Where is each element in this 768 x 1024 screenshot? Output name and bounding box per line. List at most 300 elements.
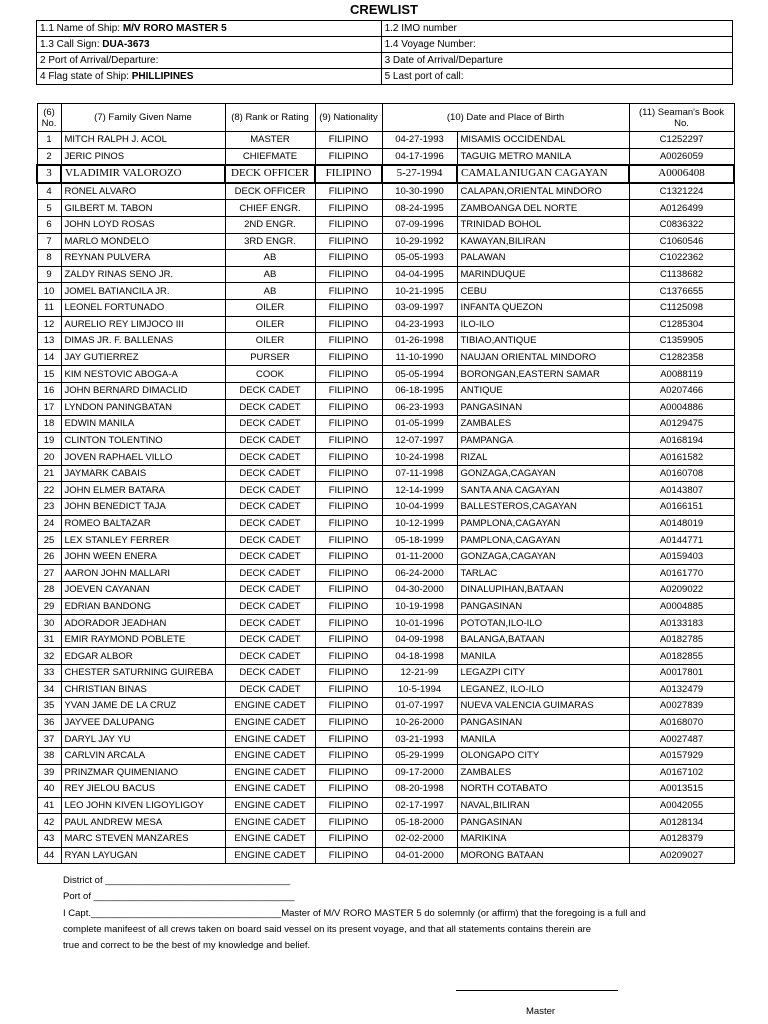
crew-rank: DECK CADET [225, 598, 315, 615]
crew-no: 24 [37, 515, 61, 532]
crew-birth-date: 04-27-1993 [382, 132, 457, 149]
crew-birth-place: GONZAGA,CAGAYAN [457, 465, 629, 482]
crew-name: KIM NESTOVIC ABOGA-A [61, 366, 225, 383]
crew-name: RONEL ALVARO [61, 183, 225, 200]
crew-name: AURELIO REY LIMJOCO III [61, 316, 225, 333]
crew-birth-date: 02-17-1997 [382, 797, 457, 814]
crew-no: 6 [37, 216, 61, 233]
crew-no: 23 [37, 499, 61, 516]
crew-name: JOMEL BATIANCILA JR. [61, 283, 225, 300]
crew-name: REYNAN PULVERA [61, 250, 225, 267]
crew-nationality: FILIPINO [315, 132, 382, 149]
crew-birth-place: INFANTA QUEZON [457, 299, 629, 316]
crew-nationality: FILIPINO [315, 648, 382, 665]
crew-nationality: FILIPINO [315, 598, 382, 615]
crew-book-no: C1321224 [629, 183, 734, 200]
crew-birth-date: 04-09-1998 [382, 631, 457, 648]
crew-no: 37 [37, 731, 61, 748]
table-row [37, 847, 734, 864]
crew-no: 40 [37, 781, 61, 798]
crew-nationality: FILIPINO [315, 299, 382, 316]
crew-name: AARON JOHN MALLARI [61, 565, 225, 582]
crew-birth-place: OLONGAPO CITY [457, 747, 629, 764]
crew-birth-place: NAUJAN ORIENTAL MINDORO [457, 349, 629, 366]
table-row [37, 299, 734, 316]
crew-book-no: A0013515 [629, 781, 734, 798]
crew-rank: DECK CADET [225, 681, 315, 698]
flag-state-cell: 4 Flag state of Ship: PHILLIPINES [37, 69, 382, 85]
crew-book-no: C0836322 [629, 216, 734, 233]
crew-book-no: A0004886 [629, 399, 734, 416]
crew-birth-date: 05-18-2000 [382, 814, 457, 831]
crew-name: JOHN ELMER BATARA [61, 482, 225, 499]
table-row [37, 582, 734, 599]
crew-birth-date: 08-20-1998 [382, 781, 457, 798]
table-row [37, 216, 734, 233]
crew-name: ZALDY RINAS SENO JR. [61, 266, 225, 283]
crew-birth-date: 10-29-1992 [382, 233, 457, 250]
crew-no: 33 [37, 665, 61, 682]
crew-birth-place: MISAMIS OCCIDENDAL [457, 132, 629, 149]
crew-book-no: A0148019 [629, 515, 734, 532]
crew-rank: ENGINE CADET [225, 797, 315, 814]
table-row [37, 631, 734, 648]
crew-book-no: A0027839 [629, 698, 734, 715]
crew-birth-place: TRINIDAD BOHOL [457, 216, 629, 233]
crew-birth-place: PAMPLONA,CAGAYAN [457, 532, 629, 549]
crew-rank: CHIEF ENGR. [225, 200, 315, 217]
crew-birth-date: 10-21-1995 [382, 283, 457, 300]
table-row [37, 698, 734, 715]
crew-name: JERIC PINOS [61, 148, 225, 165]
crew-no: 4 [37, 183, 61, 200]
crew-nationality: FILIPINO [315, 183, 382, 200]
table-row [37, 681, 734, 698]
crew-rank: AB [225, 283, 315, 300]
crew-birth-date: 11-10-1990 [382, 349, 457, 366]
crew-book-no: A0159403 [629, 548, 734, 565]
crew-nationality: FILIPINO [315, 449, 382, 466]
crew-birth-date: 10-19-1998 [382, 598, 457, 615]
crew-no: 16 [37, 382, 61, 399]
table-row [37, 465, 734, 482]
crew-name: MITCH RALPH J. ACOL [61, 132, 225, 149]
crew-name: JOVEN RAPHAEL VILLO [61, 449, 225, 466]
crew-book-no: A0160708 [629, 465, 734, 482]
crew-name: YVAN JAME DE LA CRUZ [61, 698, 225, 715]
crew-name: MARLO MONDELO [61, 233, 225, 250]
crew-rank: ENGINE CADET [225, 698, 315, 715]
table-row [37, 250, 734, 267]
crew-name: PRINZMAR QUIMENIANO [61, 764, 225, 781]
table-row [37, 764, 734, 781]
crew-no: 12 [37, 316, 61, 333]
crew-name: LEX STANLEY FERRER [61, 532, 225, 549]
table-row [37, 548, 734, 565]
crew-nationality: FILIPINO [315, 399, 382, 416]
crew-birth-place: KAWAYAN,BILIRAN [457, 233, 629, 250]
crew-no: 35 [37, 698, 61, 715]
crew-birth-place: ZAMBALES [457, 416, 629, 433]
crew-name: JAYMARK CABAIS [61, 465, 225, 482]
crew-birth-place: LEGAZPI CITY [457, 665, 629, 682]
crew-name: ADORADOR JEADHAN [61, 615, 225, 632]
crew-book-no: A0166151 [629, 499, 734, 516]
crew-birth-date: 04-01-2000 [382, 847, 457, 864]
crew-rank: PURSER [225, 349, 315, 366]
crew-name: GILBERT M. TABON [61, 200, 225, 217]
crew-no: 26 [37, 548, 61, 565]
crew-birth-date: 04-30-2000 [382, 582, 457, 599]
crew-nationality: FILIPINO [315, 548, 382, 565]
crew-no: 2 [37, 148, 61, 165]
crew-nationality: FILIPINO [315, 148, 382, 165]
crew-birth-place: CALAPAN,ORIENTAL MINDORO [457, 183, 629, 200]
crew-no: 43 [37, 830, 61, 847]
crew-birth-place: TARLAC [457, 565, 629, 582]
crew-birth-place: GONZAGA,CAGAYAN [457, 548, 629, 565]
crew-name: JOHN LOYD ROSAS [61, 216, 225, 233]
crew-birth-date: 09-17-2000 [382, 764, 457, 781]
crew-no: 36 [37, 714, 61, 731]
crew-nationality: FILIPINO [315, 830, 382, 847]
crew-birth-place: PALAWAN [457, 250, 629, 267]
crew-book-no: A0161582 [629, 449, 734, 466]
crew-table [36, 103, 735, 864]
table-row [37, 366, 734, 383]
crew-no: 29 [37, 598, 61, 615]
table-row [37, 432, 734, 449]
crew-birth-date: 06-18-1995 [382, 382, 457, 399]
crew-rank: DECK CADET [225, 399, 315, 416]
crew-book-no: A0004885 [629, 598, 734, 615]
crew-birth-place: MANILA [457, 731, 629, 748]
crew-book-no: C1125098 [629, 299, 734, 316]
oath-line-2: complete manifeest of all crews taken on board said vessel on its present voyage, and that all statements contains therein are [63, 924, 592, 935]
crew-birth-date: 06-23-1993 [382, 399, 457, 416]
header-book: (11) Seaman's Book No. [629, 104, 734, 132]
crew-birth-date: 12-14-1999 [382, 482, 457, 499]
header-rank: (8) Rank or Rating [225, 104, 315, 132]
crew-no: 20 [37, 449, 61, 466]
crew-no: 8 [37, 250, 61, 267]
crew-no: 19 [37, 432, 61, 449]
table-row [37, 165, 734, 183]
crew-book-no: A0207466 [629, 382, 734, 399]
crew-no: 10 [37, 283, 61, 300]
table-row [37, 665, 734, 682]
crew-birth-date: 04-17-1996 [382, 148, 457, 165]
crew-book-no: C1138682 [629, 266, 734, 283]
crew-rank: DECK CADET [225, 382, 315, 399]
crew-rank: DECK OFFICER [225, 165, 315, 183]
crew-nationality: FILIPINO [315, 432, 382, 449]
crew-nationality: FILIPINO [315, 200, 382, 217]
call-sign-cell: 1.3 Call Sign: DUA-3673 [37, 37, 382, 53]
crew-birth-date: 10-30-1990 [382, 183, 457, 200]
crew-book-no: A0126499 [629, 200, 734, 217]
crew-name: JOHN WEEN ENERA [61, 548, 225, 565]
crew-name: EDRIAN BANDONG [61, 598, 225, 615]
master-label: Master [526, 1006, 556, 1017]
header-name: (7) Family Given Name [61, 104, 225, 132]
crew-rank: DECK CADET [225, 565, 315, 582]
crew-book-no: A0133183 [629, 615, 734, 632]
crew-book-no: A0209022 [629, 582, 734, 599]
table-row [37, 598, 734, 615]
table-row [37, 132, 734, 149]
crew-name: DARYL JAY YU [61, 731, 225, 748]
port-line: Port of ______________________________________ [63, 891, 295, 902]
crew-book-no: A0157929 [629, 747, 734, 764]
crew-birth-date: 10-12-1999 [382, 515, 457, 532]
table-row [37, 233, 734, 250]
table-row [37, 830, 734, 847]
table-row [37, 266, 734, 283]
crew-rank: DECK CADET [225, 582, 315, 599]
crew-birth-place: ZAMBALES [457, 764, 629, 781]
crew-nationality: FILIPINO [315, 814, 382, 831]
crew-rank: ENGINE CADET [225, 714, 315, 731]
crew-book-no: A0026059 [629, 148, 734, 165]
table-row [37, 333, 734, 350]
header-birth: (10) Date and Place of Birth [382, 104, 629, 132]
table-row [37, 482, 734, 499]
crew-no: 22 [37, 482, 61, 499]
crew-nationality: FILIPINO [315, 615, 382, 632]
crew-rank: ENGINE CADET [225, 847, 315, 864]
crew-nationality: FILIPINO [315, 714, 382, 731]
crew-birth-place: SANTA ANA CAGAYAN [457, 482, 629, 499]
crew-book-no: C1376655 [629, 283, 734, 300]
crew-no: 41 [37, 797, 61, 814]
crew-birth-date: 01-26-1998 [382, 333, 457, 350]
last-port-cell: 5 Last port of call: [381, 69, 732, 85]
crew-no: 27 [37, 565, 61, 582]
crew-birth-place: BALANGA,BATAAN [457, 631, 629, 648]
port-cell: 2 Port of Arrival/Departure: [37, 53, 382, 69]
crew-nationality: FILIPINO [315, 747, 382, 764]
crew-rank: MASTER [225, 132, 315, 149]
crew-birth-place: ANTIQUE [457, 382, 629, 399]
crew-name: CARLVIN ARCALA [61, 747, 225, 764]
crew-name: LEONEL FORTUNADO [61, 299, 225, 316]
crew-birth-date: 08-24-1995 [382, 200, 457, 217]
table-row [37, 183, 734, 200]
crew-name: VLADIMIR VALOROZO [61, 165, 225, 183]
crew-no: 9 [37, 266, 61, 283]
crew-book-no: C1252297 [629, 132, 734, 149]
crew-rank: DECK CADET [225, 532, 315, 549]
crew-birth-date: 01-05-1999 [382, 416, 457, 433]
crew-no: 25 [37, 532, 61, 549]
crew-birth-date: 10-26-2000 [382, 714, 457, 731]
crew-birth-place: RIZAL [457, 449, 629, 466]
crew-birth-place: NORTH COTABATO [457, 781, 629, 798]
crew-nationality: FILIPINO [315, 283, 382, 300]
crew-book-no: A0129475 [629, 416, 734, 433]
crew-nationality: FILIPINO [315, 631, 382, 648]
crew-rank: DECK CADET [225, 465, 315, 482]
crew-birth-place: ILO-ILO [457, 316, 629, 333]
crew-rank: AB [225, 250, 315, 267]
crew-birth-place: MANILA [457, 648, 629, 665]
crew-name: CHRISTIAN BINAS [61, 681, 225, 698]
voyage-cell: 1.4 Voyage Number: [381, 37, 732, 53]
table-row [37, 648, 734, 665]
table-row [37, 148, 734, 165]
ship-info-table [36, 20, 733, 85]
crew-rank: ENGINE CADET [225, 731, 315, 748]
crew-book-no: A0132479 [629, 681, 734, 698]
crew-birth-place: NAVAL,BILIRAN [457, 797, 629, 814]
table-row [37, 416, 734, 433]
crew-birth-place: DINALUPIHAN,BATAAN [457, 582, 629, 599]
crew-book-no: A0042055 [629, 797, 734, 814]
table-row [37, 797, 734, 814]
crew-book-no: A0168070 [629, 714, 734, 731]
crew-birth-date: 01-07-1997 [382, 698, 457, 715]
crew-no: 18 [37, 416, 61, 433]
crew-rank: ENGINE CADET [225, 830, 315, 847]
crew-no: 11 [37, 299, 61, 316]
crew-name: EDWIN MANILA [61, 416, 225, 433]
imo-cell: 1.2 IMO number [381, 21, 732, 37]
crew-nationality: FILIPINO [315, 416, 382, 433]
crew-name: DIMAS JR. F. BALLENAS [61, 333, 225, 350]
crew-rank: DECK CADET [225, 548, 315, 565]
table-row [37, 399, 734, 416]
crew-nationality: FILIPINO [315, 797, 382, 814]
crew-no: 3 [37, 165, 61, 183]
crew-birth-place: CEBU [457, 283, 629, 300]
crew-rank: DECK CADET [225, 615, 315, 632]
crew-birth-date: 12-21-99 [382, 665, 457, 682]
ship-name-cell: 1.1 Name of Ship: M/V RORO MASTER 5 [37, 21, 382, 37]
crew-no: 32 [37, 648, 61, 665]
crew-nationality: FILIPINO [315, 847, 382, 864]
crew-name: RYAN LAYUGAN [61, 847, 225, 864]
crew-rank: 2ND ENGR. [225, 216, 315, 233]
crew-birth-date: 10-01-1996 [382, 615, 457, 632]
crew-no: 39 [37, 764, 61, 781]
crew-birth-place: PANGASINAN [457, 714, 629, 731]
crew-birth-date: 5-27-1994 [382, 165, 457, 183]
crew-book-no: A0209027 [629, 847, 734, 864]
crew-no: 1 [37, 132, 61, 149]
table-row [37, 747, 734, 764]
crew-name: EDGAR ALBOR [61, 648, 225, 665]
crew-book-no: A0167102 [629, 764, 734, 781]
crew-no: 21 [37, 465, 61, 482]
crew-birth-place: PAMPANGA [457, 432, 629, 449]
crew-no: 34 [37, 681, 61, 698]
crew-birth-date: 04-18-1998 [382, 648, 457, 665]
date-cell: 3 Date of Arrival/Departure [381, 53, 732, 69]
crew-rank: DECK CADET [225, 499, 315, 516]
crew-nationality: FILIPINO [315, 366, 382, 383]
crew-nationality: FILIPINO [315, 316, 382, 333]
table-row [37, 781, 734, 798]
crew-rank: DECK CADET [225, 648, 315, 665]
table-row [37, 349, 734, 366]
crew-rank: OILER [225, 316, 315, 333]
crew-birth-place: MORONG BATAAN [457, 847, 629, 864]
crew-birth-date: 10-24-1998 [382, 449, 457, 466]
crew-no: 15 [37, 366, 61, 383]
crew-book-no: A0128379 [629, 830, 734, 847]
crew-birth-place: BALLESTEROS,CAGAYAN [457, 499, 629, 516]
crew-book-no: A0144771 [629, 532, 734, 549]
crew-book-no: A0088119 [629, 366, 734, 383]
crew-rank: COOK [225, 366, 315, 383]
table-row [37, 731, 734, 748]
crew-name: EMIR RAYMOND POBLETE [61, 631, 225, 648]
crew-birth-place: TAGUIG METRO MANILA [457, 148, 629, 165]
crew-nationality: FILIPINO [315, 681, 382, 698]
crew-book-no: C1060546 [629, 233, 734, 250]
crew-nationality: FILIPINO [315, 465, 382, 482]
crew-nationality: FILIPINO [315, 781, 382, 798]
page-title: CREWLIST [350, 2, 418, 17]
crew-nationality: FILIPINO [315, 532, 382, 549]
crew-birth-date: 05-18-1999 [382, 532, 457, 549]
crew-book-no: C1022362 [629, 250, 734, 267]
crew-book-no: A0182785 [629, 631, 734, 648]
table-row [37, 565, 734, 582]
crew-rank: CHIEFMATE [225, 148, 315, 165]
crew-birth-place: PANGASINAN [457, 399, 629, 416]
crew-book-no: C1282358 [629, 349, 734, 366]
crew-nationality: FILIPINO [315, 266, 382, 283]
crew-book-no: A0017801 [629, 665, 734, 682]
crew-name: JAY GUTIERREZ [61, 349, 225, 366]
crew-nationality: FILIPINO [315, 250, 382, 267]
crew-nationality: FILIPINO [315, 165, 382, 183]
crew-rank: DECK CADET [225, 515, 315, 532]
crew-rank: AB [225, 266, 315, 283]
crew-nationality: FILIPINO [315, 216, 382, 233]
crew-book-no: A0161770 [629, 565, 734, 582]
crew-rank: OILER [225, 333, 315, 350]
crew-no: 14 [37, 349, 61, 366]
crew-birth-date: 05-05-1994 [382, 366, 457, 383]
crew-birth-place: LEGANEZ, ILO-ILO [457, 681, 629, 698]
crew-name: MARC STEVEN MANZARES [61, 830, 225, 847]
table-row [37, 532, 734, 549]
crew-birth-date: 10-04-1999 [382, 499, 457, 516]
district-line: District of ___________________________________ [63, 875, 291, 886]
table-row [37, 200, 734, 217]
crew-book-no: A0143807 [629, 482, 734, 499]
crew-book-no: A0006408 [629, 165, 734, 183]
crew-no: 17 [37, 399, 61, 416]
crew-rank: DECK OFFICER [225, 183, 315, 200]
crew-birth-date: 12-07-1997 [382, 432, 457, 449]
crew-name: CLINTON TOLENTINO [61, 432, 225, 449]
crew-rank: DECK CADET [225, 416, 315, 433]
crew-name: ROMEO BALTAZAR [61, 515, 225, 532]
crew-name: CHESTER SATURNING GUIREBA [61, 665, 225, 682]
crew-birth-date: 01-11-2000 [382, 548, 457, 565]
crew-rank: OILER [225, 299, 315, 316]
crew-nationality: FILIPINO [315, 382, 382, 399]
crew-birth-place: PANGASINAN [457, 814, 629, 831]
crew-rank: ENGINE CADET [225, 747, 315, 764]
crew-nationality: FILIPINO [315, 565, 382, 582]
crew-no: 28 [37, 582, 61, 599]
crew-book-no: A0182855 [629, 648, 734, 665]
